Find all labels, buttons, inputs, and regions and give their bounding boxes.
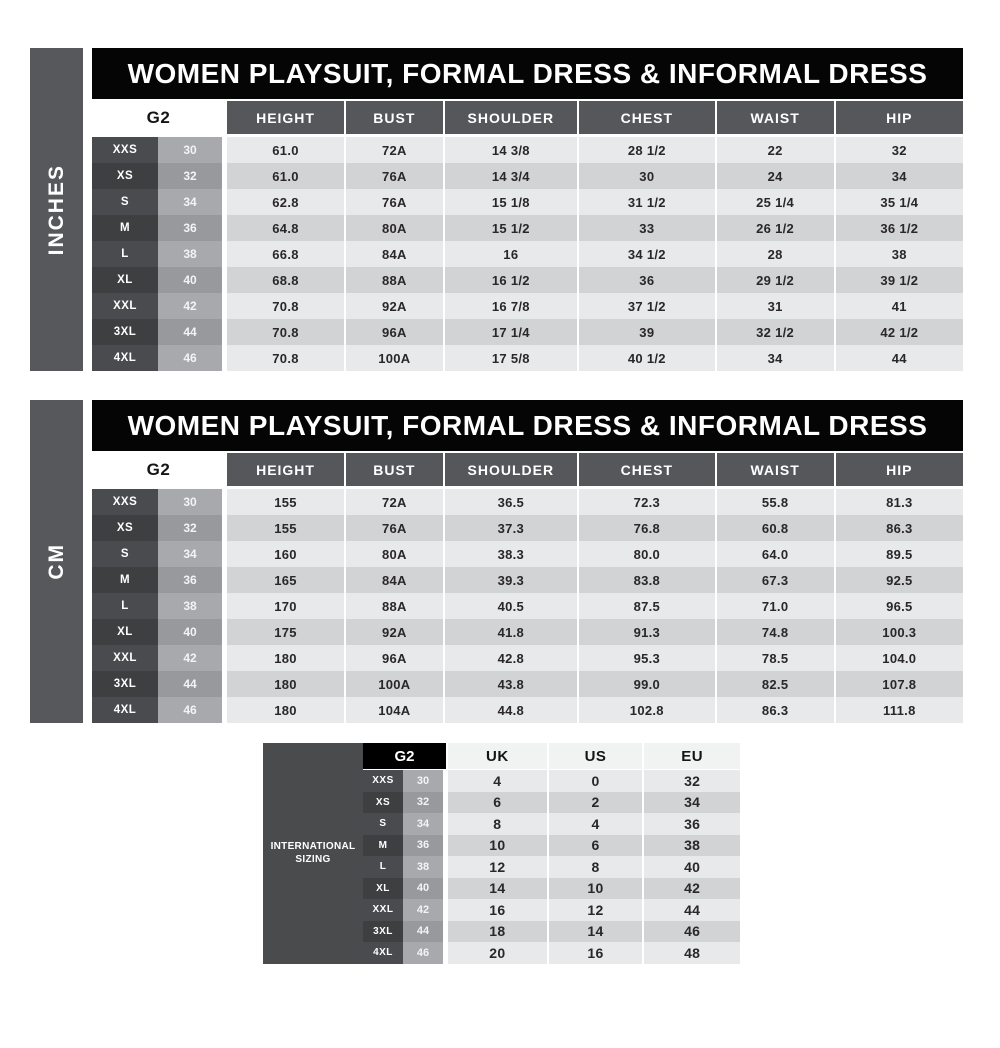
g2-number-cell: 38 xyxy=(403,856,443,878)
column-header-height: HEIGHT xyxy=(225,101,344,134)
value-cell-shoulder: 42.8 xyxy=(443,645,577,671)
g2-number-cell: 38 xyxy=(158,241,222,267)
table-row xyxy=(92,215,963,241)
value-cell-shoulder: 14 3/8 xyxy=(443,137,577,163)
value-cell-uk: 18 xyxy=(446,921,547,943)
size-cell: XXS xyxy=(92,489,158,515)
value-cell-waist: 64.0 xyxy=(715,541,834,567)
g2-number-cell: 36 xyxy=(158,215,222,241)
value-cell-shoulder: 17 5/8 xyxy=(443,345,577,371)
table-row xyxy=(92,541,963,567)
size-cell: M xyxy=(92,215,158,241)
value-cell-hip: 44 xyxy=(834,345,963,371)
column-header-shoulder: SHOULDER xyxy=(443,101,577,134)
g2-number-cell: 46 xyxy=(158,697,222,723)
value-cell-chest: 33 xyxy=(577,215,715,241)
value-cell-eu: 40 xyxy=(642,856,740,878)
value-cell-height: 70.8 xyxy=(225,319,344,345)
size-cell: 4XL xyxy=(92,345,158,371)
value-cell-waist: 24 xyxy=(715,163,834,189)
value-cell-bust: 76A xyxy=(344,515,443,541)
value-cell-waist: 34 xyxy=(715,345,834,371)
value-cell-shoulder: 38.3 xyxy=(443,541,577,567)
column-header-shoulder: SHOULDER xyxy=(443,453,577,486)
value-cell-shoulder: 40.5 xyxy=(443,593,577,619)
value-cell-waist: 29 1/2 xyxy=(715,267,834,293)
table-row xyxy=(363,813,740,835)
value-cell-height: 70.8 xyxy=(225,345,344,371)
value-cell-shoulder: 36.5 xyxy=(443,489,577,515)
value-cell-waist: 31 xyxy=(715,293,834,319)
value-cell-eu: 46 xyxy=(642,921,740,943)
value-cell-waist: 74.8 xyxy=(715,619,834,645)
value-cell-chest: 37 1/2 xyxy=(577,293,715,319)
size-cell: S xyxy=(92,189,158,215)
column-header-hip: HIP xyxy=(834,453,963,486)
value-cell-bust: 88A xyxy=(344,267,443,293)
table-row xyxy=(92,697,963,723)
column-header-chest: CHEST xyxy=(577,101,715,134)
g2-number-cell: 32 xyxy=(403,792,443,814)
size-cell: L xyxy=(92,593,158,619)
g2-number-cell: 44 xyxy=(403,921,443,943)
value-cell-us: 10 xyxy=(547,878,643,900)
value-cell-hip: 100.3 xyxy=(834,619,963,645)
value-cell-height: 155 xyxy=(225,489,344,515)
value-cell-hip: 39 1/2 xyxy=(834,267,963,293)
value-cell-height: 180 xyxy=(225,645,344,671)
sidebar-label: CM xyxy=(44,543,68,580)
table-row xyxy=(92,189,963,215)
table-row xyxy=(92,345,963,371)
value-cell-bust: 84A xyxy=(344,567,443,593)
value-cell-height: 160 xyxy=(225,541,344,567)
value-cell-bust: 100A xyxy=(344,671,443,697)
table-row xyxy=(92,593,963,619)
value-cell-uk: 12 xyxy=(446,856,547,878)
g2-number-cell: 42 xyxy=(158,293,222,319)
value-cell-eu: 48 xyxy=(642,942,740,964)
size-cell: XXS xyxy=(363,770,403,792)
value-cell-bust: 80A xyxy=(344,215,443,241)
value-cell-chest: 76.8 xyxy=(577,515,715,541)
value-cell-bust: 92A xyxy=(344,619,443,645)
value-cell-height: 165 xyxy=(225,567,344,593)
inches-table xyxy=(92,48,963,371)
g2-number-cell: 34 xyxy=(158,541,222,567)
size-cell: XS xyxy=(92,163,158,189)
value-cell-waist: 78.5 xyxy=(715,645,834,671)
column-header-hip: HIP xyxy=(834,101,963,134)
table-row xyxy=(92,163,963,189)
value-cell-hip: 35 1/4 xyxy=(834,189,963,215)
value-cell-hip: 86.3 xyxy=(834,515,963,541)
size-cell: 4XL xyxy=(363,942,403,964)
value-cell-uk: 4 xyxy=(446,770,547,792)
value-cell-uk: 16 xyxy=(446,899,547,921)
value-cell-us: 6 xyxy=(547,835,643,857)
size-cell: XL xyxy=(92,267,158,293)
value-cell-height: 70.8 xyxy=(225,293,344,319)
g2-number-cell: 30 xyxy=(158,489,222,515)
value-cell-bust: 88A xyxy=(344,593,443,619)
value-cell-shoulder: 16 xyxy=(443,241,577,267)
value-cell-shoulder: 16 7/8 xyxy=(443,293,577,319)
table-row xyxy=(92,645,963,671)
international-rows xyxy=(363,770,740,964)
cm-table xyxy=(92,400,963,723)
value-cell-hip: 111.8 xyxy=(834,697,963,723)
size-cell: XL xyxy=(363,878,403,900)
size-cell: L xyxy=(363,856,403,878)
value-cell-hip: 36 1/2 xyxy=(834,215,963,241)
size-cell: XS xyxy=(92,515,158,541)
value-cell-hip: 38 xyxy=(834,241,963,267)
value-cell-shoulder: 41.8 xyxy=(443,619,577,645)
value-cell-chest: 80.0 xyxy=(577,541,715,567)
value-cell-chest: 99.0 xyxy=(577,671,715,697)
value-cell-bust: 80A xyxy=(344,541,443,567)
size-cell: M xyxy=(92,567,158,593)
value-cell-us: 12 xyxy=(547,899,643,921)
header-row xyxy=(92,101,963,134)
value-cell-chest: 91.3 xyxy=(577,619,715,645)
international-sizing-label xyxy=(263,743,363,964)
value-cell-chest: 31 1/2 xyxy=(577,189,715,215)
value-cell-eu: 38 xyxy=(642,835,740,857)
size-cell: 3XL xyxy=(92,671,158,697)
value-cell-bust: 92A xyxy=(344,293,443,319)
size-cell: L xyxy=(92,241,158,267)
size-cell: XS xyxy=(363,792,403,814)
value-cell-hip: 42 1/2 xyxy=(834,319,963,345)
value-cell-bust: 72A xyxy=(344,489,443,515)
g2-number-cell: 30 xyxy=(158,137,222,163)
table-row xyxy=(92,619,963,645)
g2-number-cell: 40 xyxy=(158,619,222,645)
table-row xyxy=(92,137,963,163)
value-cell-hip: 92.5 xyxy=(834,567,963,593)
value-cell-bust: 96A xyxy=(344,645,443,671)
inches-rows xyxy=(92,137,963,371)
value-cell-uk: 20 xyxy=(446,942,547,964)
column-header-uk: UK xyxy=(446,743,547,769)
cm-sidebar xyxy=(30,400,83,723)
g2-number-cell: 34 xyxy=(158,189,222,215)
column-header-bust: BUST xyxy=(344,101,443,134)
table-row xyxy=(92,515,963,541)
value-cell-height: 175 xyxy=(225,619,344,645)
value-cell-shoulder: 44.8 xyxy=(443,697,577,723)
header-row xyxy=(363,743,740,769)
g2-number-cell: 36 xyxy=(158,567,222,593)
value-cell-height: 170 xyxy=(225,593,344,619)
value-cell-hip: 107.8 xyxy=(834,671,963,697)
value-cell-chest: 72.3 xyxy=(577,489,715,515)
value-cell-shoulder: 37.3 xyxy=(443,515,577,541)
size-cell: 3XL xyxy=(92,319,158,345)
value-cell-chest: 28 1/2 xyxy=(577,137,715,163)
table-row xyxy=(363,770,740,792)
value-cell-waist: 25 1/4 xyxy=(715,189,834,215)
value-cell-waist: 32 1/2 xyxy=(715,319,834,345)
inches-sidebar xyxy=(30,48,83,371)
value-cell-eu: 34 xyxy=(642,792,740,814)
international-label-line2: SIZING xyxy=(295,854,331,866)
value-cell-chest: 36 xyxy=(577,267,715,293)
value-cell-us: 4 xyxy=(547,813,643,835)
inches-table-section xyxy=(30,48,963,371)
value-cell-hip: 34 xyxy=(834,163,963,189)
value-cell-us: 2 xyxy=(547,792,643,814)
table-title: WOMEN PLAYSUIT, FORMAL DRESS & INFORMAL DRESS xyxy=(92,48,963,99)
value-cell-waist: 86.3 xyxy=(715,697,834,723)
value-cell-bust: 96A xyxy=(344,319,443,345)
size-cell: XL xyxy=(92,619,158,645)
value-cell-hip: 41 xyxy=(834,293,963,319)
table-row xyxy=(363,899,740,921)
value-cell-height: 68.8 xyxy=(225,267,344,293)
value-cell-waist: 71.0 xyxy=(715,593,834,619)
g2-header-cell: G2 xyxy=(92,101,225,134)
international-table-section xyxy=(263,743,740,964)
value-cell-height: 180 xyxy=(225,697,344,723)
g2-number-cell: 44 xyxy=(158,319,222,345)
g2-number-cell: 44 xyxy=(158,671,222,697)
value-cell-bust: 72A xyxy=(344,137,443,163)
value-cell-chest: 40 1/2 xyxy=(577,345,715,371)
value-cell-uk: 8 xyxy=(446,813,547,835)
value-cell-us: 14 xyxy=(547,921,643,943)
table-row xyxy=(92,267,963,293)
cm-rows xyxy=(92,489,963,723)
value-cell-bust: 104A xyxy=(344,697,443,723)
table-row xyxy=(363,792,740,814)
international-table xyxy=(363,743,740,964)
value-cell-waist: 60.8 xyxy=(715,515,834,541)
value-cell-hip: 104.0 xyxy=(834,645,963,671)
value-cell-shoulder: 17 1/4 xyxy=(443,319,577,345)
value-cell-bust: 76A xyxy=(344,163,443,189)
table-row xyxy=(363,942,740,964)
g2-number-cell: 46 xyxy=(403,942,443,964)
value-cell-waist: 82.5 xyxy=(715,671,834,697)
value-cell-chest: 83.8 xyxy=(577,567,715,593)
value-cell-shoulder: 15 1/8 xyxy=(443,189,577,215)
value-cell-hip: 89.5 xyxy=(834,541,963,567)
table-row xyxy=(92,489,963,515)
g2-number-cell: 42 xyxy=(158,645,222,671)
value-cell-waist: 55.8 xyxy=(715,489,834,515)
column-header-height: HEIGHT xyxy=(225,453,344,486)
value-cell-uk: 10 xyxy=(446,835,547,857)
g2-number-cell: 40 xyxy=(158,267,222,293)
column-header-chest: CHEST xyxy=(577,453,715,486)
size-cell: XXL xyxy=(92,293,158,319)
value-cell-us: 8 xyxy=(547,856,643,878)
g2-number-cell: 38 xyxy=(158,593,222,619)
value-cell-bust: 84A xyxy=(344,241,443,267)
value-cell-bust: 100A xyxy=(344,345,443,371)
header-row xyxy=(92,453,963,486)
g2-header-cell: G2 xyxy=(363,743,446,769)
value-cell-hip: 81.3 xyxy=(834,489,963,515)
value-cell-height: 61.0 xyxy=(225,163,344,189)
value-cell-chest: 87.5 xyxy=(577,593,715,619)
value-cell-chest: 102.8 xyxy=(577,697,715,723)
g2-number-cell: 46 xyxy=(158,345,222,371)
value-cell-shoulder: 43.8 xyxy=(443,671,577,697)
value-cell-shoulder: 16 1/2 xyxy=(443,267,577,293)
size-cell: S xyxy=(92,541,158,567)
g2-number-cell: 30 xyxy=(403,770,443,792)
size-cell: M xyxy=(363,835,403,857)
g2-number-cell: 32 xyxy=(158,163,222,189)
value-cell-shoulder: 39.3 xyxy=(443,567,577,593)
value-cell-eu: 32 xyxy=(642,770,740,792)
value-cell-shoulder: 14 3/4 xyxy=(443,163,577,189)
value-cell-us: 16 xyxy=(547,942,643,964)
column-header-us: US xyxy=(547,743,643,769)
size-cell: S xyxy=(363,813,403,835)
value-cell-waist: 28 xyxy=(715,241,834,267)
value-cell-waist: 26 1/2 xyxy=(715,215,834,241)
g2-number-cell: 40 xyxy=(403,878,443,900)
size-cell: XXL xyxy=(363,899,403,921)
column-header-waist: WAIST xyxy=(715,453,834,486)
value-cell-eu: 42 xyxy=(642,878,740,900)
g2-number-cell: 32 xyxy=(158,515,222,541)
value-cell-chest: 34 1/2 xyxy=(577,241,715,267)
column-header-eu: EU xyxy=(642,743,740,769)
table-row xyxy=(92,319,963,345)
g2-number-cell: 36 xyxy=(403,835,443,857)
table-row xyxy=(92,293,963,319)
size-cell: 3XL xyxy=(363,921,403,943)
table-row xyxy=(363,856,740,878)
value-cell-chest: 30 xyxy=(577,163,715,189)
value-cell-height: 66.8 xyxy=(225,241,344,267)
sidebar-label: INCHES xyxy=(44,163,68,256)
size-cell: 4XL xyxy=(92,697,158,723)
table-row xyxy=(363,921,740,943)
table-row xyxy=(363,878,740,900)
column-header-bust: BUST xyxy=(344,453,443,486)
g2-number-cell: 34 xyxy=(403,813,443,835)
value-cell-height: 180 xyxy=(225,671,344,697)
international-label-line1: INTERNATIONAL xyxy=(270,840,356,852)
value-cell-chest: 95.3 xyxy=(577,645,715,671)
value-cell-waist: 22 xyxy=(715,137,834,163)
value-cell-height: 62.8 xyxy=(225,189,344,215)
g2-header-cell: G2 xyxy=(92,453,225,486)
table-row xyxy=(92,671,963,697)
size-cell: XXL xyxy=(92,645,158,671)
value-cell-uk: 6 xyxy=(446,792,547,814)
value-cell-waist: 67.3 xyxy=(715,567,834,593)
value-cell-chest: 39 xyxy=(577,319,715,345)
value-cell-uk: 14 xyxy=(446,878,547,900)
column-header-waist: WAIST xyxy=(715,101,834,134)
cm-table-section xyxy=(30,400,963,723)
value-cell-eu: 44 xyxy=(642,899,740,921)
value-cell-height: 61.0 xyxy=(225,137,344,163)
table-row xyxy=(92,241,963,267)
value-cell-height: 155 xyxy=(225,515,344,541)
value-cell-us: 0 xyxy=(547,770,643,792)
size-cell: XXS xyxy=(92,137,158,163)
g2-number-cell: 42 xyxy=(403,899,443,921)
table-row xyxy=(92,567,963,593)
value-cell-shoulder: 15 1/2 xyxy=(443,215,577,241)
table-row xyxy=(363,835,740,857)
value-cell-hip: 96.5 xyxy=(834,593,963,619)
value-cell-bust: 76A xyxy=(344,189,443,215)
value-cell-height: 64.8 xyxy=(225,215,344,241)
value-cell-eu: 36 xyxy=(642,813,740,835)
table-title: WOMEN PLAYSUIT, FORMAL DRESS & INFORMAL DRESS xyxy=(92,400,963,451)
value-cell-hip: 32 xyxy=(834,137,963,163)
